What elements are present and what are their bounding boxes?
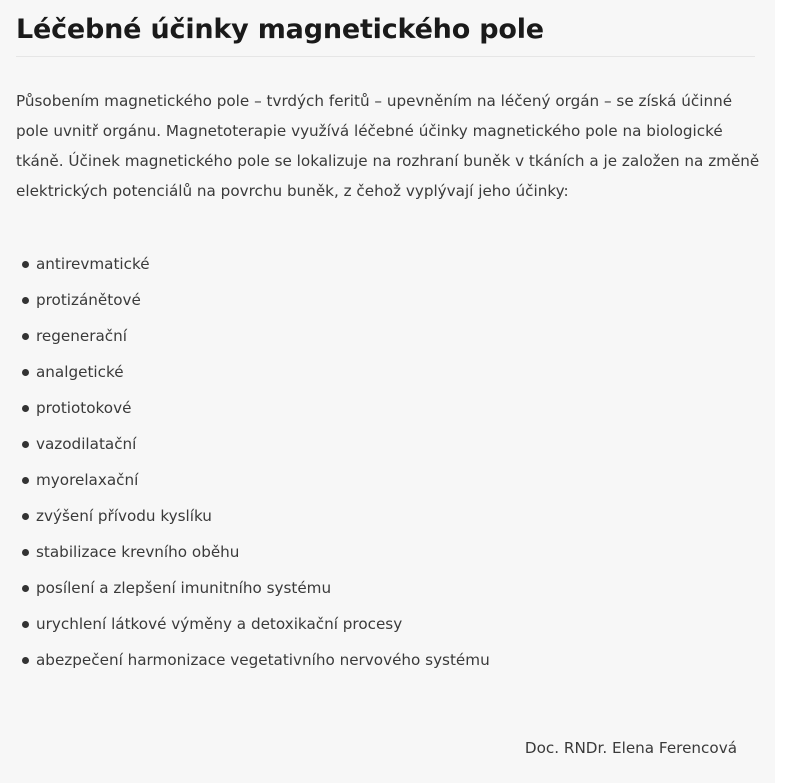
list-item-label: urychlení látkové výměny a detoxikační procesy <box>36 615 403 633</box>
intro-paragraph: Působením magnetického pole – tvrdých feritů – upevněním na léčený orgán – se získá účinné pole uvnitř orgánu. Magnetoterapie využívá léčebné účinky magnetického pole na biologické tkáně. Účinek magnetického pole se lokalizuje na rozhraní buněk v tkáních a je založen na změně elektrických potenciálů na povrchu buněk, z čehož vyplývají jeho účinky: <box>16 92 760 200</box>
bullet-icon <box>22 621 29 628</box>
list-item-label: antirevmatické <box>36 255 150 273</box>
effects-list <box>16 246 490 678</box>
bullet-icon <box>22 333 29 340</box>
article-title: Léčebné účinky magnetického pole <box>16 14 544 45</box>
list-item <box>16 534 490 570</box>
list-item <box>16 318 490 354</box>
list-item-label: protizánětové <box>36 291 141 309</box>
list-item <box>16 390 490 426</box>
bullet-icon <box>22 441 29 448</box>
list-item-label: vazodilatační <box>36 435 137 453</box>
bullet-icon <box>22 513 29 520</box>
bullet-icon <box>22 585 29 592</box>
list-item <box>16 426 490 462</box>
list-item <box>16 246 490 282</box>
title-divider <box>16 56 755 57</box>
bullet-icon <box>22 549 29 556</box>
bullet-icon <box>22 297 29 304</box>
list-item-label: zvýšení přívodu kyslíku <box>36 507 212 525</box>
bullet-icon <box>22 405 29 412</box>
list-item <box>16 462 490 498</box>
list-item <box>16 570 490 606</box>
list-item-label: analgetické <box>36 363 124 381</box>
bullet-icon <box>22 261 29 268</box>
author-signature: Doc. RNDr. Elena Ferencová <box>524 739 737 757</box>
bullet-icon <box>22 477 29 484</box>
list-item <box>16 498 490 534</box>
list-item-label: myorelaxační <box>36 471 139 489</box>
list-item-label: regenerační <box>36 327 127 345</box>
list-item <box>16 606 490 642</box>
list-item-label: posílení a zlepšení imunitního systému <box>36 579 332 597</box>
bullet-icon <box>22 369 29 376</box>
list-item-label: protiotokové <box>36 399 132 417</box>
list-item <box>16 282 490 318</box>
bullet-icon <box>22 657 29 664</box>
list-item <box>16 642 490 678</box>
list-item-label: abezpečení harmonizace vegetativního nervového systému <box>36 651 490 669</box>
list-item-label: stabilizace krevního oběhu <box>36 543 240 561</box>
list-item <box>16 354 490 390</box>
